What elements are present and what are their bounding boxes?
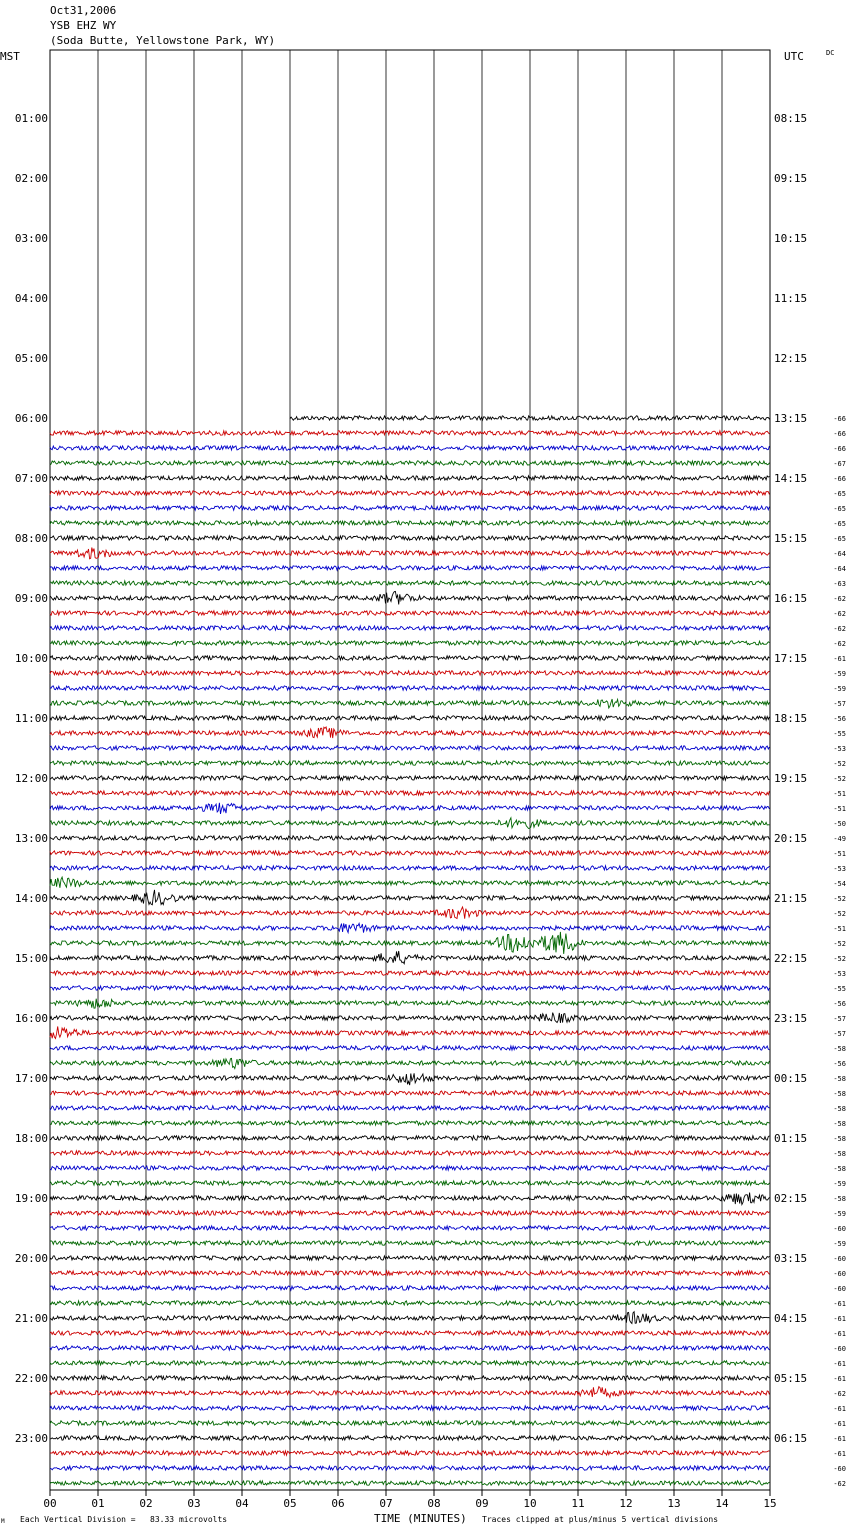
- dc-offset-label: -54: [833, 880, 846, 888]
- dc-offset-label: -65: [833, 535, 846, 543]
- seismic-trace: [50, 776, 769, 780]
- dc-offset-label: -61: [833, 1375, 846, 1383]
- seismic-trace: [50, 1211, 769, 1215]
- x-tick-label: 10: [523, 1497, 537, 1510]
- right-hour-label: 17:15: [774, 652, 808, 665]
- dc-offset-label: -52: [833, 940, 846, 948]
- dc-offset-label: -59: [833, 685, 846, 693]
- right-hour-label: 18:15: [774, 712, 808, 725]
- right-hour-label: 15:15: [774, 532, 808, 545]
- seismic-trace: [50, 591, 769, 604]
- left-hour-label: 11:00: [14, 712, 48, 725]
- x-axis-title: TIME (MINUTES): [374, 1512, 467, 1525]
- plot-date: Oct31,2006: [50, 4, 117, 17]
- dc-offset-label: -60: [833, 1465, 846, 1473]
- dc-offset-label: -63: [833, 580, 846, 588]
- left-hour-label: 08:00: [14, 532, 48, 545]
- seismic-trace: [50, 1136, 769, 1140]
- dc-offset-label: -61: [833, 1420, 846, 1428]
- seismic-trace: [50, 999, 769, 1009]
- seismic-trace: [50, 1421, 769, 1425]
- seismic-trace: [50, 1481, 769, 1485]
- seismic-trace: [50, 1013, 769, 1023]
- seismic-trace: [50, 461, 769, 465]
- right-hour-label: 08:15: [774, 112, 808, 125]
- seismic-trace: [50, 1451, 769, 1455]
- dc-offset-label: -56: [833, 715, 846, 723]
- dc-offset-label: -62: [833, 610, 846, 618]
- dc-offset-label: -65: [833, 490, 846, 498]
- dc-offset-label: -57: [833, 700, 846, 708]
- seismic-trace: [50, 1271, 769, 1275]
- x-tick-label: 15: [763, 1497, 777, 1510]
- seismic-trace: [50, 1331, 769, 1335]
- dc-offset-label: -62: [833, 625, 846, 633]
- dc-offset-label: -58: [833, 1120, 846, 1128]
- seismic-trace: [50, 1181, 769, 1185]
- seismic-trace: [50, 566, 769, 570]
- right-hour-label: 19:15: [774, 772, 808, 785]
- station-location: (Soda Butte, Yellowstone Park, WY): [50, 34, 276, 47]
- left-hour-label: 17:00: [14, 1072, 48, 1085]
- seismic-trace: [50, 506, 769, 510]
- dc-offset-label: -61: [833, 1330, 846, 1338]
- left-hour-label: 20:00: [14, 1252, 48, 1265]
- dc-offset-label: -57: [833, 1015, 846, 1023]
- left-hour-label: 12:00: [14, 772, 48, 785]
- left-hour-label: 09:00: [14, 592, 48, 605]
- right-hour-label: 13:15: [774, 412, 808, 425]
- dc-offset-label: -52: [833, 955, 846, 963]
- dc-offset-label: -66: [833, 445, 846, 453]
- left-hour-label: 19:00: [14, 1192, 48, 1205]
- x-tick-label: 02: [139, 1497, 153, 1510]
- seismic-trace: [50, 923, 769, 932]
- seismic-trace: [50, 536, 769, 540]
- seismic-trace: [50, 866, 769, 870]
- seismic-trace: [50, 1312, 769, 1324]
- right-hour-label: 22:15: [774, 952, 808, 965]
- left-hour-label: 23:00: [14, 1432, 48, 1445]
- seismic-trace: [50, 1346, 769, 1350]
- seismic-trace: [50, 1193, 769, 1205]
- dc-offset-label: -64: [833, 550, 846, 558]
- dc-offset-header: DC: [826, 49, 835, 57]
- dc-offset-label: -59: [833, 1210, 846, 1218]
- dc-offset-label: -61: [833, 1435, 846, 1443]
- dc-offset-label: -51: [833, 850, 846, 858]
- right-hour-label: 12:15: [774, 352, 808, 365]
- dc-offset-label: -56: [833, 1000, 846, 1008]
- dc-offset-label: -62: [833, 1480, 846, 1488]
- dc-offset-label: -52: [833, 910, 846, 918]
- seismic-trace: [50, 521, 769, 525]
- seismic-trace: [50, 1166, 769, 1170]
- x-tick-label: 11: [571, 1497, 585, 1510]
- seismic-trace: [50, 1286, 769, 1290]
- dc-offset-label: -61: [833, 1450, 846, 1458]
- left-hour-label: 22:00: [14, 1372, 48, 1385]
- dc-offset-label: -49: [833, 835, 846, 843]
- dc-offset-label: -61: [833, 1315, 846, 1323]
- left-timezone-label: MST: [0, 50, 20, 63]
- dc-offset-label: -59: [833, 1240, 846, 1248]
- seismic-trace: [50, 890, 769, 905]
- x-tick-label: 07: [379, 1497, 393, 1510]
- dc-offset-label: -60: [833, 1225, 846, 1233]
- right-hour-label: 01:15: [774, 1132, 808, 1145]
- left-hour-label: 15:00: [14, 952, 48, 965]
- seismic-trace: [50, 626, 769, 630]
- left-hour-label: 07:00: [14, 472, 48, 485]
- dc-offset-label: -53: [833, 865, 846, 873]
- seismic-trace: [50, 836, 769, 840]
- dc-offset-label: -52: [833, 760, 846, 768]
- dc-offset-label: -60: [833, 1285, 846, 1293]
- seismic-trace: [50, 611, 769, 615]
- left-hour-label: 21:00: [14, 1312, 48, 1325]
- right-hour-label: 02:15: [774, 1192, 808, 1205]
- dc-offset-label: -52: [833, 895, 846, 903]
- seismic-trace: [50, 1361, 769, 1365]
- dc-offset-label: -61: [833, 1360, 846, 1368]
- seismic-trace: [50, 851, 769, 855]
- dc-offset-label: -58: [833, 1195, 846, 1203]
- right-hour-label: 10:15: [774, 232, 808, 245]
- dc-offset-label: -51: [833, 790, 846, 798]
- seismic-trace: [50, 671, 769, 675]
- left-hour-label: 13:00: [14, 832, 48, 845]
- x-tick-label: 13: [667, 1497, 681, 1510]
- right-hour-label: 20:15: [774, 832, 808, 845]
- x-tick-label: 01: [91, 1497, 105, 1510]
- dc-offset-label: -58: [833, 1045, 846, 1053]
- seismic-trace: [50, 1241, 769, 1245]
- seismic-trace: [50, 907, 769, 919]
- seismic-trace: [50, 791, 769, 795]
- dc-offset-label: -59: [833, 670, 846, 678]
- seismic-trace: [50, 716, 769, 720]
- dc-offset-label: -62: [833, 1390, 846, 1398]
- dc-offset-label: -53: [833, 970, 846, 978]
- seismic-trace: [50, 932, 769, 954]
- right-hour-label: 23:15: [774, 1012, 808, 1025]
- left-hour-label: 04:00: [14, 292, 48, 305]
- x-tick-label: 14: [715, 1497, 729, 1510]
- dc-offset-label: -62: [833, 595, 846, 603]
- seismic-trace: [50, 818, 769, 829]
- left-hour-label: 01:00: [14, 112, 48, 125]
- seismic-trace: [50, 641, 769, 645]
- plot-frame: [50, 50, 770, 1490]
- dc-offset-label: -58: [833, 1090, 846, 1098]
- seismic-trace: [50, 761, 769, 765]
- x-tick-label: 08: [427, 1497, 441, 1510]
- seismic-trace: [50, 1073, 769, 1085]
- dc-offset-label: -67: [833, 460, 846, 468]
- dc-offset-label: -58: [833, 1075, 846, 1083]
- left-hour-label: 05:00: [14, 352, 48, 365]
- right-timezone-label: UTC: [784, 50, 804, 63]
- dc-offset-label: -66: [833, 475, 846, 483]
- left-hour-label: 06:00: [14, 412, 48, 425]
- right-hour-label: 16:15: [774, 592, 808, 605]
- right-hour-label: 05:15: [774, 1372, 808, 1385]
- x-tick-label: 05: [283, 1497, 297, 1510]
- dc-offset-label: -53: [833, 745, 846, 753]
- x-tick-label: 03: [187, 1497, 201, 1510]
- dc-offset-label: -60: [833, 1345, 846, 1353]
- seismic-trace: [50, 746, 769, 750]
- right-hour-label: 09:15: [774, 172, 808, 185]
- dc-offset-label: -55: [833, 730, 846, 738]
- dc-offset-label: -58: [833, 1135, 846, 1143]
- dc-offset-label: -66: [833, 430, 846, 438]
- right-hour-label: 03:15: [774, 1252, 808, 1265]
- seismic-trace: [50, 1406, 769, 1410]
- seismic-trace: [50, 1026, 769, 1038]
- seismic-trace: [50, 581, 769, 585]
- seismic-trace: [50, 656, 769, 660]
- seismic-trace: [50, 727, 769, 738]
- dc-offset-label: -60: [833, 1255, 846, 1263]
- right-hour-label: 14:15: [774, 472, 808, 485]
- x-tick-label: 00: [43, 1497, 57, 1510]
- dc-offset-label: -51: [833, 925, 846, 933]
- vertical-scale-note: Each Vertical Division = 83.33 microvolts: [20, 1515, 228, 1524]
- dc-offset-label: -58: [833, 1150, 846, 1158]
- seismic-trace: [50, 476, 769, 480]
- x-tick-label: 12: [619, 1497, 633, 1510]
- x-tick-label: 04: [235, 1497, 249, 1510]
- dc-offset-label: -58: [833, 1105, 846, 1113]
- right-hour-label: 21:15: [774, 892, 808, 905]
- seismic-trace: [50, 1256, 769, 1260]
- seismic-trace: [50, 1091, 769, 1095]
- seismic-trace: [50, 1121, 769, 1125]
- dc-offset-label: -52: [833, 775, 846, 783]
- seismic-trace: [50, 803, 769, 814]
- dc-offset-label: -66: [833, 415, 846, 423]
- seismic-trace: [50, 548, 769, 559]
- seismic-trace: [50, 446, 769, 450]
- clip-note: Traces clipped at plus/minus 5 vertical divisions: [482, 1515, 719, 1524]
- seismic-trace: [50, 986, 769, 990]
- right-hour-label: 11:15: [774, 292, 808, 305]
- seismic-trace: [50, 1046, 769, 1050]
- left-hour-label: 18:00: [14, 1132, 48, 1145]
- seismic-trace: [50, 491, 769, 495]
- seismic-trace: [50, 1226, 769, 1230]
- seismic-trace: [50, 431, 769, 435]
- seismic-trace: [50, 1387, 769, 1398]
- seismic-trace: [50, 1151, 769, 1155]
- seismic-trace: [50, 971, 769, 975]
- dc-offset-label: -62: [833, 640, 846, 648]
- dc-offset-label: -50: [833, 820, 846, 828]
- dc-offset-label: -51: [833, 805, 846, 813]
- left-hour-label: 02:00: [14, 172, 48, 185]
- dc-offset-label: -61: [833, 655, 846, 663]
- right-hour-label: 00:15: [774, 1072, 808, 1085]
- dc-offset-label: -61: [833, 1300, 846, 1308]
- seismic-trace: [50, 699, 769, 708]
- x-tick-label: 06: [331, 1497, 345, 1510]
- dc-offset-label: -55: [833, 985, 846, 993]
- left-hour-label: 10:00: [14, 652, 48, 665]
- seismic-trace: [50, 1106, 769, 1110]
- x-tick-label: 09: [475, 1497, 489, 1510]
- dc-offset-label: -57: [833, 1030, 846, 1038]
- dc-offset-label: -59: [833, 1180, 846, 1188]
- dc-offset-label: -65: [833, 505, 846, 513]
- right-hour-label: 06:15: [774, 1432, 808, 1445]
- station-code: YSB EHZ WY: [50, 19, 117, 32]
- seismic-trace: [50, 1376, 769, 1380]
- dc-offset-label: -56: [833, 1060, 846, 1068]
- seismic-trace: [50, 877, 769, 888]
- seismic-trace: [50, 1436, 769, 1440]
- seismic-trace: [50, 686, 769, 690]
- dc-offset-label: -61: [833, 1405, 846, 1413]
- seismic-trace: [50, 1301, 769, 1305]
- left-hour-label: 16:00: [14, 1012, 48, 1025]
- seismic-trace: [50, 1466, 769, 1470]
- seismic-trace: [50, 951, 769, 964]
- right-hour-label: 04:15: [774, 1312, 808, 1325]
- dc-offset-label: -64: [833, 565, 846, 573]
- dc-offset-label: -60: [833, 1270, 846, 1278]
- dc-offset-label: -58: [833, 1165, 846, 1173]
- corner-mark: M: [1, 1518, 5, 1525]
- left-hour-label: 14:00: [14, 892, 48, 905]
- dc-offset-label: -65: [833, 520, 846, 528]
- left-hour-label: 03:00: [14, 232, 48, 245]
- seismic-trace: [50, 1058, 769, 1068]
